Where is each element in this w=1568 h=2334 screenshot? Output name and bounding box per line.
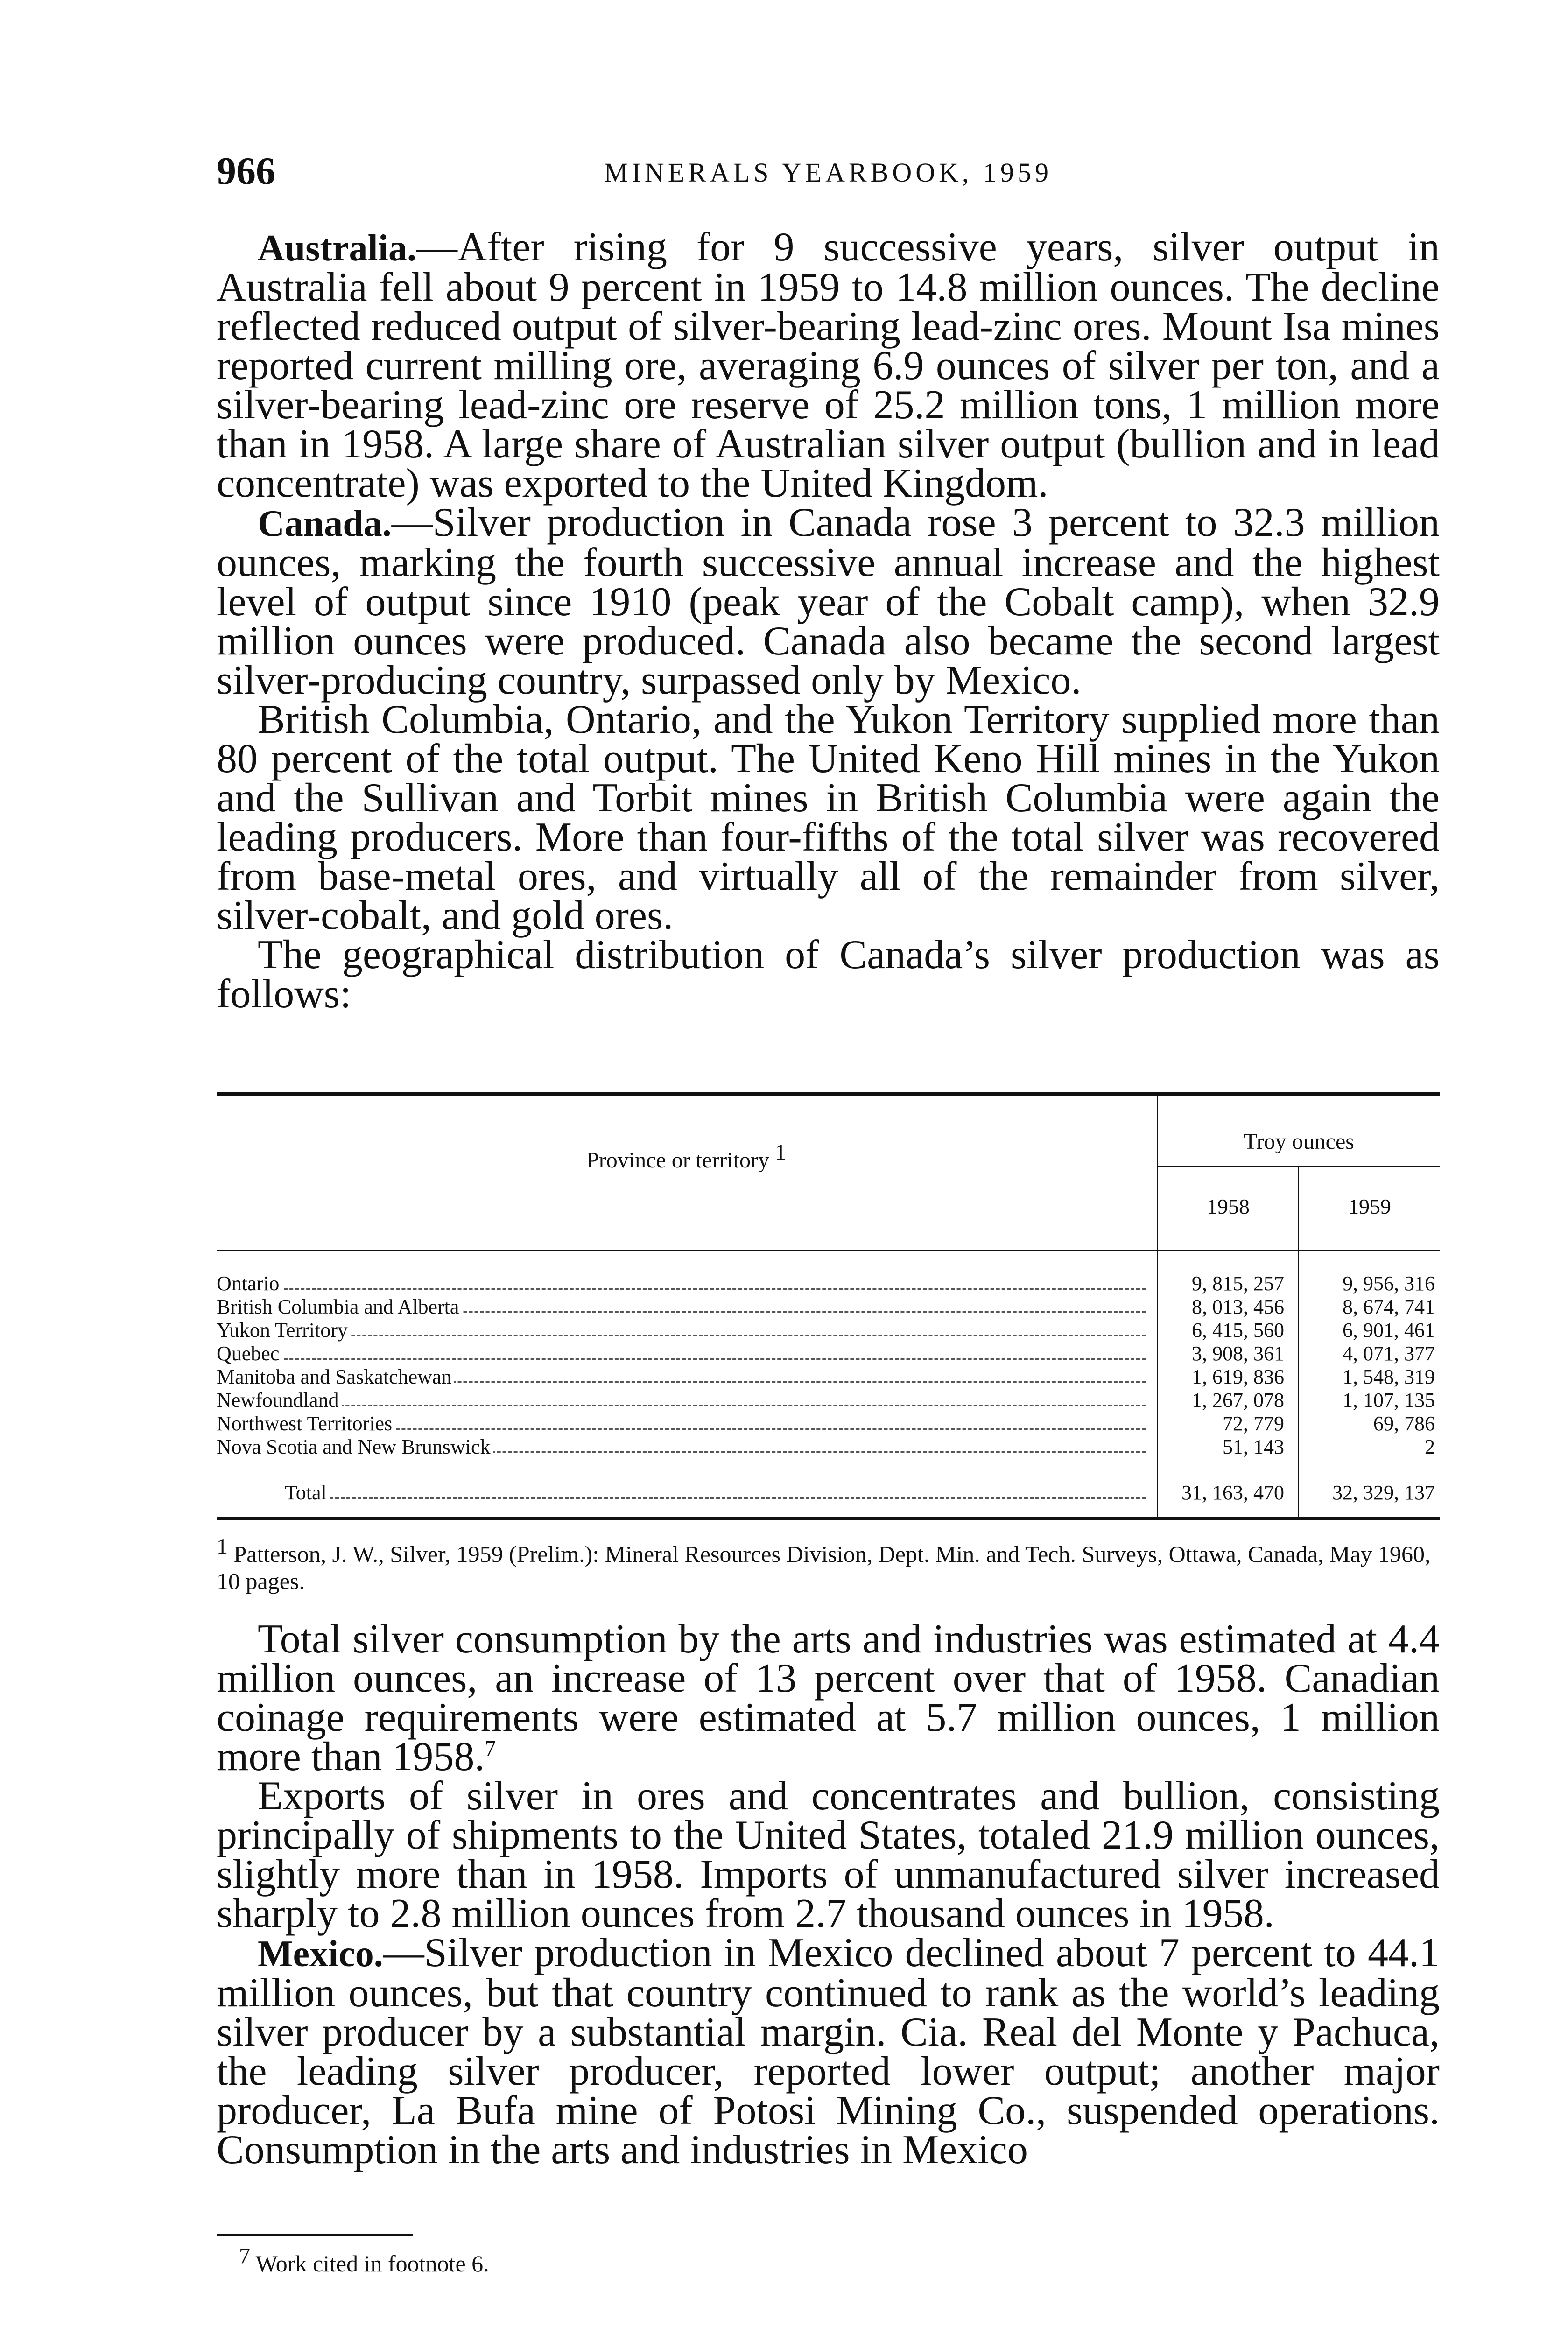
- row-label: Yukon Territory: [217, 1319, 1146, 1342]
- paragraph-text: —After rising for 9 successive years, silver output in Australia fell about 9 percent in 1959 to 14.8 million ounces. The decline reflected reduced output of silver-bearing lead-zinc ores. Mount Isa mines reported current milling ore, averaging 6.9 ounces of silver per ton, and a silver-bearing lead-zinc ore reserve of 25.2 million tons, 1 million more than in 1958. A large share of Australian silver output (bullion and in lead concentrate) was exported to the United Kingdom.: [217, 225, 1440, 506]
- cell-1959: 1, 548, 319: [1343, 1365, 1435, 1388]
- paragraph-text: Exports of silver in ores and concentrates and bullion, consisting principally of shipments to the United States, totaled 21.9 million ounces, slightly more than in 1958. Imports of unmanufactured silver increased sharply to 2.8 million ounces from 2.7 thousand ounces in 1958.: [217, 1773, 1440, 1936]
- column-divider: [1157, 1096, 1158, 1250]
- cell-1958: 51, 143: [1223, 1435, 1284, 1458]
- column-header-1959: 1959: [1348, 1195, 1391, 1218]
- row-label: Northwest Territories: [217, 1412, 1146, 1435]
- table-footnote: [217, 1534, 1440, 1595]
- cell-1958: 31, 163, 470: [1181, 1481, 1284, 1504]
- cell-1958: 9, 815, 257: [1192, 1272, 1284, 1295]
- cell-1959: 4, 071, 377: [1343, 1342, 1435, 1365]
- footnote-separator: [217, 2234, 413, 2236]
- table-row: [217, 1342, 1440, 1365]
- paragraph-consumption: [217, 1617, 1440, 1779]
- table-row: [217, 1435, 1440, 1459]
- cell-1958: 1, 619, 836: [1192, 1365, 1284, 1388]
- paragraph-mexico: [217, 1930, 1440, 2172]
- footnote-text: Patterson, J. W., Silver, 1959 (Prelim.): Mineral Resources Division, Dept. Min. and Tech. Surveys, Ottawa, Canada, May 1960, 10 pages.: [217, 1541, 1431, 1594]
- table-body: [217, 1251, 1440, 1517]
- paragraph-text: —Silver production in Canada rose 3 percent to 32.3 million ounces, marking the fourth successive annual increase and the highest level of output since 1910 (peak year of the Cobalt camp), when 32.9 million ounces were produced. Canada also became the second largest silver-producing country, surpassed only by Mexico.: [217, 500, 1440, 703]
- row-label: British Columbia and Alberta: [217, 1295, 1146, 1319]
- paragraph-text: The geographical distribution of Canada’s silver production was as follows:: [217, 932, 1440, 1017]
- paragraph-australia: [217, 225, 1440, 506]
- column-header-1958: 1958: [1207, 1195, 1250, 1218]
- page-footnote: [239, 2243, 1359, 2277]
- run-in-heading: Australia.: [258, 228, 416, 269]
- cell-1959: 2: [1425, 1435, 1435, 1458]
- cell-1958: 72, 779: [1223, 1412, 1284, 1435]
- footnote-ref: 7: [485, 1736, 496, 1761]
- paragraph-canada: [217, 500, 1440, 703]
- running-header: [217, 148, 1440, 200]
- running-title: MINERALS YEARBOOK, 1959: [604, 157, 1053, 188]
- cell-1958: 1, 267, 078: [1192, 1389, 1284, 1412]
- footnote-marker: 1: [217, 1534, 228, 1559]
- table-row: [217, 1389, 1440, 1412]
- paragraph-text: British Columbia, Ontario, and the Yukon Territory supplied more than 80 percent of the total output. The United Keno Hill mines in the Yukon and the Sullivan and Torbit mines in British Columbia were again the leading producers. More than four-fifths of the total silver was recovered from base-metal ores, and virtually all of the remainder from silver, silver-cobalt, and gold ores.: [217, 697, 1440, 938]
- table-row: [217, 1295, 1440, 1319]
- table-row: [217, 1272, 1440, 1295]
- paragraph-table-intro: [217, 932, 1440, 1017]
- body-text-top: [217, 225, 1440, 1017]
- table-bottom-rule: [217, 1517, 1440, 1520]
- footnote-ref: 1: [774, 1140, 786, 1165]
- column-header-troy-ounces: Troy ounces: [1244, 1129, 1354, 1154]
- footnote-marker: 7: [239, 2243, 250, 2269]
- paragraph-text: Total silver consumption by the arts and industries was estimated at 4.4 million ounces, an increase of 13 percent over that of 1958. Canadian coinage requirements were estimated at 5.7 million ounces, 1 million more than 1958.: [217, 1617, 1440, 1779]
- cell-1959: 9, 956, 316: [1343, 1272, 1435, 1295]
- row-label: Total: [285, 1481, 1146, 1504]
- table-top-rule: [217, 1092, 1440, 1096]
- table-total-row: [217, 1481, 1440, 1504]
- run-in-heading: Mexico.: [258, 1933, 383, 1975]
- cell-1958: 6, 415, 560: [1192, 1319, 1284, 1342]
- cell-1959: 32, 329, 137: [1332, 1481, 1435, 1504]
- table-row: [217, 1365, 1440, 1389]
- run-in-heading: Canada.: [258, 503, 392, 544]
- cell-1959: 6, 901, 461: [1343, 1319, 1435, 1342]
- page-number: 966: [217, 149, 275, 193]
- paragraph-canada-provinces: [217, 697, 1440, 938]
- footnote-text: Work cited in footnote 6.: [255, 2250, 489, 2277]
- row-label: Ontario: [217, 1272, 1146, 1295]
- body-text-bottom: [217, 1617, 1440, 2172]
- cell-1959: 8, 674, 741: [1343, 1295, 1435, 1318]
- silver-production-table: [217, 1092, 1440, 1520]
- table-header: [217, 1096, 1440, 1250]
- row-label: Nova Scotia and New Brunswick: [217, 1435, 1146, 1459]
- paragraph-exports: [217, 1773, 1440, 1936]
- paragraph-text: —Silver production in Mexico declined about 7 percent to 44.1 million ounces, but that country continued to rank as the world’s leading silver producer by a substantial margin. Cia. Real del Monte y Pachuca, the leading silver producer, reported lower output; another major producer, La Bufa mine of Potosi Mining Co., suspended operations. Consumption in the arts and industries in Mexico: [217, 1930, 1440, 2172]
- row-label: Quebec: [217, 1342, 1146, 1365]
- column-header-province: Province or territory $^1$: [586, 1140, 786, 1173]
- cell-1958: 8, 013, 456: [1192, 1295, 1284, 1318]
- table-row: [217, 1319, 1440, 1342]
- table-row: [217, 1412, 1440, 1435]
- cell-1958: 3, 908, 361: [1192, 1342, 1284, 1365]
- row-label: Manitoba and Saskatchewan: [217, 1365, 1146, 1389]
- row-label: Newfoundland: [217, 1389, 1146, 1412]
- cell-1959: 1, 107, 135: [1343, 1389, 1435, 1412]
- cell-1959: 69, 786: [1373, 1412, 1435, 1435]
